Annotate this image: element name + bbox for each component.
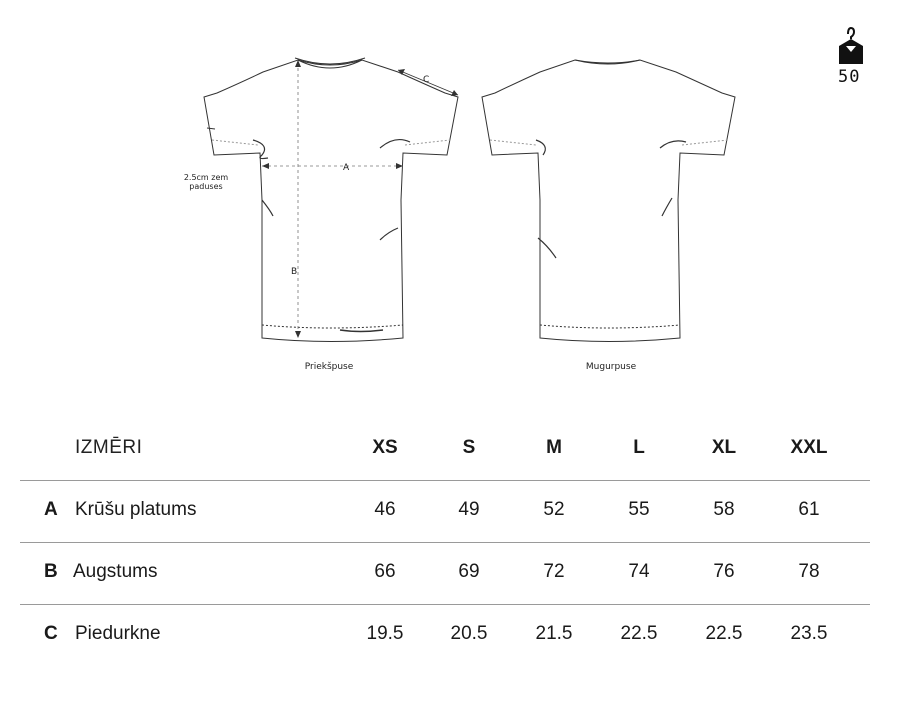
dimension-arrows bbox=[262, 60, 458, 338]
table-cell: 58 bbox=[713, 499, 735, 520]
row-label: Augstums bbox=[73, 561, 158, 582]
size-header-s: S bbox=[462, 437, 476, 458]
table-cell: 19.5 bbox=[366, 623, 404, 644]
table-cell: 74 bbox=[628, 561, 650, 582]
table-header-row bbox=[0, 418, 897, 480]
table-row bbox=[0, 480, 897, 542]
dimension-a-label: A bbox=[343, 163, 350, 173]
table-row bbox=[0, 604, 897, 666]
table-header-label: IZMĒRI bbox=[75, 437, 143, 458]
size-header-l: L bbox=[633, 437, 645, 458]
dimension-b-label: B bbox=[291, 267, 298, 277]
table-cell: 49 bbox=[458, 499, 480, 520]
table-cell: 23.5 bbox=[790, 623, 828, 644]
size-header-xs: XS bbox=[372, 437, 398, 458]
table-cell: 21.5 bbox=[535, 623, 573, 644]
table-cell: 72 bbox=[543, 561, 565, 582]
row-letter: C bbox=[44, 623, 58, 644]
size-header-xl: XL bbox=[711, 437, 737, 458]
table-cell: 46 bbox=[374, 499, 396, 520]
front-dimension-lines bbox=[262, 62, 458, 338]
dimension-c-label: C bbox=[423, 75, 430, 85]
front-figure-label: Priekšpuse bbox=[304, 362, 354, 372]
size-header-xxl: XXL bbox=[790, 437, 828, 458]
table-row bbox=[0, 542, 897, 604]
table-cell: 22.5 bbox=[620, 623, 658, 644]
table-cell: 61 bbox=[798, 499, 820, 520]
row-label: Piedurkne bbox=[75, 623, 161, 644]
back-figure-label: Mugurpuse bbox=[585, 362, 637, 372]
table-cell: 52 bbox=[543, 499, 565, 520]
logo-number: 50 bbox=[838, 67, 861, 87]
table-cell: 69 bbox=[458, 561, 480, 582]
row-letter: A bbox=[44, 499, 58, 520]
back-shirt-outline bbox=[482, 60, 735, 342]
row-letter: B bbox=[44, 561, 58, 582]
size-header-m: M bbox=[546, 437, 562, 458]
table-cell: 55 bbox=[628, 499, 650, 520]
row-label: Krūšu platums bbox=[75, 499, 197, 520]
table-cell: 66 bbox=[374, 561, 396, 582]
table-cell: 76 bbox=[713, 561, 735, 582]
hanger-shirt-icon bbox=[836, 26, 866, 66]
table-cell: 78 bbox=[798, 561, 820, 582]
table-cell: 20.5 bbox=[450, 623, 488, 644]
armpit-note: 2.5cm zem paduses bbox=[183, 173, 229, 191]
front-shirt-outline bbox=[204, 58, 458, 342]
table-cell: 22.5 bbox=[705, 623, 743, 644]
